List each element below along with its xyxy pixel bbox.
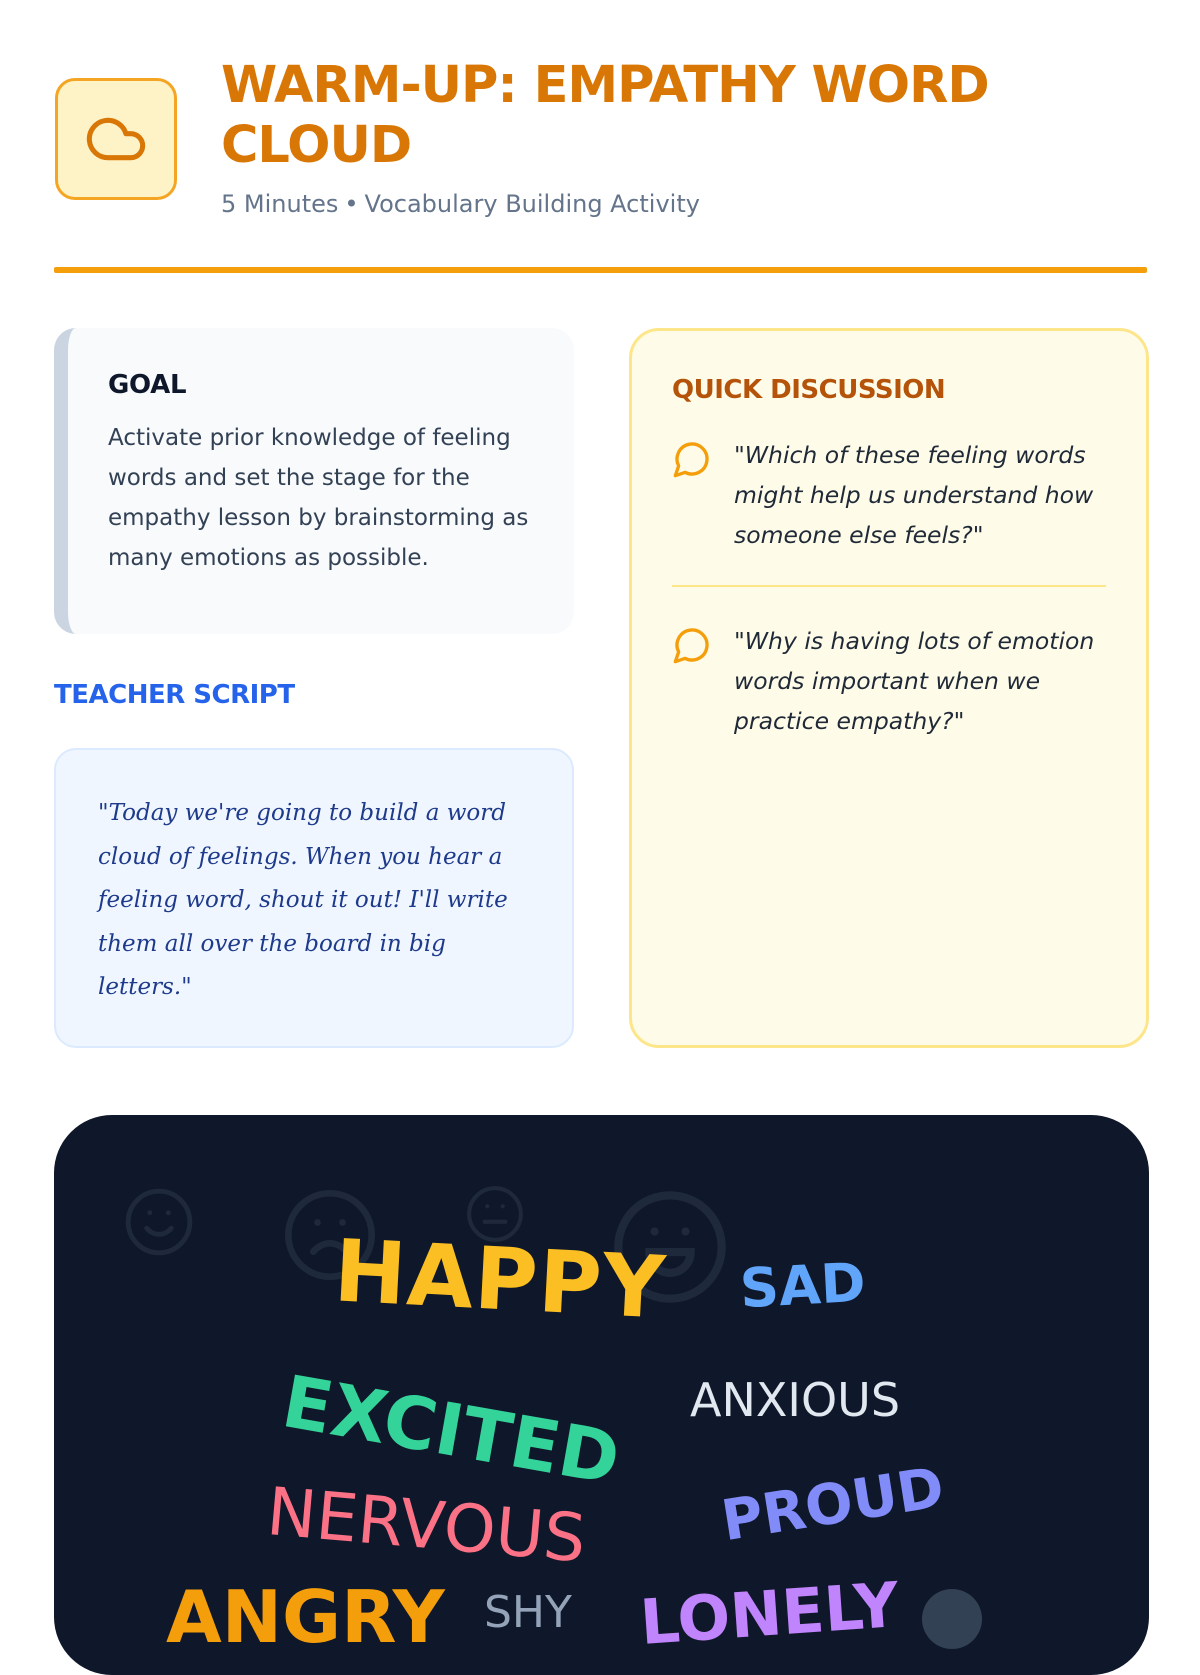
chat-bubble-icon bbox=[672, 625, 712, 665]
question-divider bbox=[672, 585, 1106, 587]
feeling-word-lonely: LONELY bbox=[637, 1568, 902, 1659]
circle-icon bbox=[922, 1589, 982, 1649]
feeling-word-angry: ANGRY bbox=[166, 1575, 445, 1659]
chat-bubble-icon bbox=[672, 439, 712, 479]
discussion-question-text: "Which of these feeling words might help us understand how someone else feels?" bbox=[734, 441, 1094, 549]
teacher-script-text: "Today we're going to build a word cloud of feelings. When you hear a feeling word, shout it out! I'll write them all over the board in big letters." bbox=[98, 800, 508, 1000]
feeling-word-sad: SAD bbox=[738, 1250, 868, 1321]
teacher-script-heading: TEACHER SCRIPT bbox=[54, 680, 295, 710]
discussion-question bbox=[672, 621, 1106, 741]
activity-type-label: Vocabulary Building Activity bbox=[364, 190, 700, 218]
feeling-word-excited: EXCITED bbox=[276, 1359, 626, 1501]
goal-heading: GOAL bbox=[108, 370, 187, 400]
discussion-heading: QUICK DISCUSSION bbox=[672, 375, 946, 405]
feeling-word-shy: SHY bbox=[484, 1587, 572, 1638]
smile-face-icon bbox=[122, 1185, 196, 1259]
discussion-question-text: "Why is having lots of emotion words important when we practice empathy?" bbox=[734, 627, 1095, 735]
cloud-icon bbox=[55, 78, 177, 200]
meta-separator: • bbox=[344, 190, 359, 218]
feeling-word-nervous: NERVOUS bbox=[263, 1473, 589, 1578]
goal-text: Activate prior knowledge of feeling words and set the stage for the empathy lesson by brainstorming as many emotions as possible. bbox=[108, 425, 529, 571]
feeling-word-anxious: ANXIOUS bbox=[690, 1373, 901, 1427]
header-divider bbox=[54, 267, 1147, 273]
teacher-script-card bbox=[54, 748, 574, 1048]
duration-label: 5 Minutes bbox=[221, 190, 339, 218]
word-cloud-board bbox=[54, 1115, 1149, 1675]
goal-card bbox=[54, 328, 574, 634]
page-title: WARM-UP: EMPATHY WORD CLOUD bbox=[221, 56, 989, 175]
feeling-word-happy: HAPPY bbox=[331, 1221, 669, 1339]
activity-meta bbox=[221, 190, 700, 218]
discussion-card bbox=[629, 328, 1149, 1048]
discussion-question bbox=[672, 435, 1106, 555]
feeling-word-proud: PROUD bbox=[717, 1455, 949, 1555]
